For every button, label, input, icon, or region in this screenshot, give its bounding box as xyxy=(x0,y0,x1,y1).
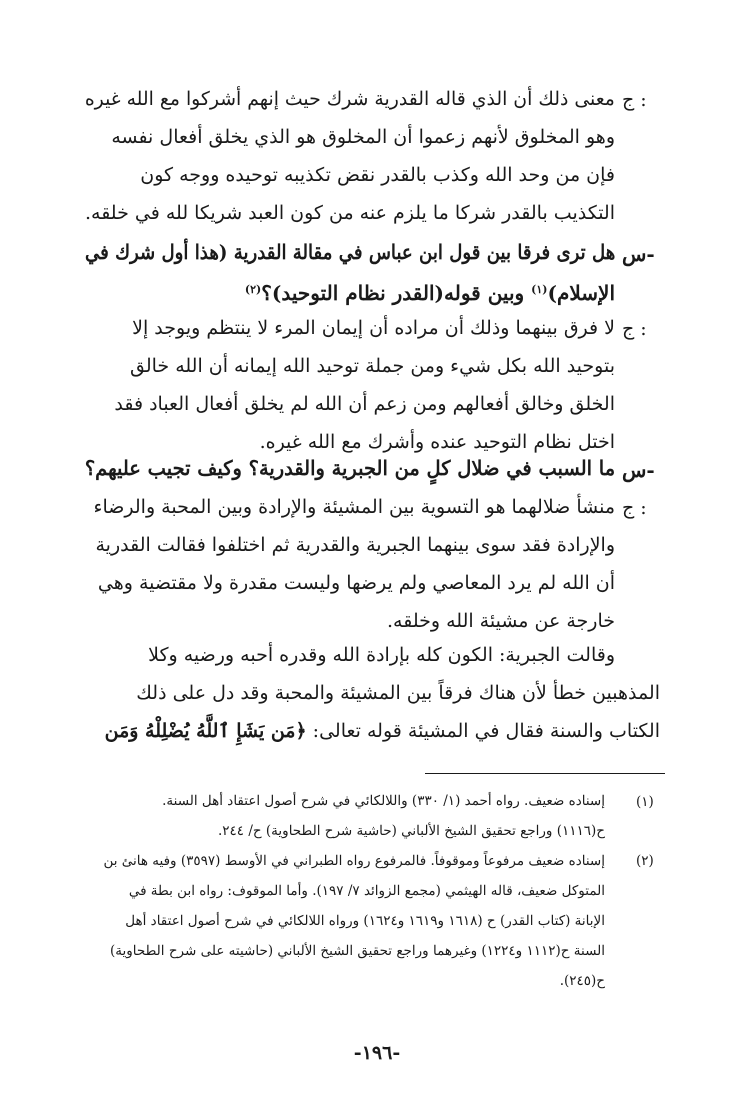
footnote-ref: (٢) xyxy=(244,283,262,296)
text-line: التكذيب بالقدر شركا ما يلزم عنه من كون العبد شريكا لله في خلقه. xyxy=(84,202,615,224)
question-line: هل ترى فرقا بين قول ابن عباس في مقالة القدرية (هذا أول شرك في xyxy=(84,240,615,264)
footnote-divider xyxy=(425,773,665,774)
question-text: وبين قوله(القدر نظام التوحيد)؟ xyxy=(261,281,532,305)
quran-verse: ﴿مَن يَشَإِ ٱللَّهُ يُضْلِلْهُ وَمَن xyxy=(104,720,307,742)
footnote-line: إسناده ضعيف مرفوعاً وموقوفاً. فالمرفوع رواه الطبراني في الأوسط (٣٥٩٧) وفيه هانئ بن xyxy=(103,853,605,869)
text-line: اختل نظام التوحيد عنده وأشرك مع الله غيره. xyxy=(259,431,615,453)
footnote-line: الإبانة (كتاب القدر) ح (١٦١٨ و١٦١٩ و١٦٢٤) ورواه اللالكائي في شرح أصول اعتقاد أهل xyxy=(125,913,605,929)
text-line: معنى ذلك أن الذي قاله القدرية شرك حيث إنهم أشركوا مع الله غيره xyxy=(84,88,615,110)
text-line: وهو المخلوق لأنهم زعموا أن المخلوق هو الذي يخلق أفعال نفسه xyxy=(111,126,615,148)
text-line xyxy=(105,712,660,750)
question-line: ما السبب في ضلال كلٍ من الجبرية والقدرية؟ وكيف تجيب عليهم؟ xyxy=(84,456,615,480)
text-line: لا فرق بينهما وذلك أن مراده أن إيمان المرء لا ينتظم ويوجد إلا xyxy=(132,317,615,339)
question-line xyxy=(245,271,615,312)
footnote-ref: (١) xyxy=(531,283,548,296)
answer-marker: ج : xyxy=(622,497,647,519)
footnote-1 xyxy=(85,786,605,846)
answer-marker: ج : xyxy=(622,89,647,111)
text-line: وقالت الجبرية: الكون كله بإرادة الله وقدره أحبه ورضيه وكلا xyxy=(148,644,615,666)
text-line: والإرادة فقد سوى بينهما الجبرية والقدرية ثم اختلفوا فقالت القدرية xyxy=(95,534,615,556)
footnote-line: ح(١١١٦) وراجع تحقيق الشيخ الألباني (حاشية شرح الطحاوية) ح/ ٢٤٤. xyxy=(218,823,605,839)
question-marker: س- xyxy=(622,242,655,266)
text-line: المذهبين خطأ لأن هناك فرقاً بين المشيئة والمحبة وقد دل على ذلك xyxy=(136,682,660,704)
text-line: أن الله لم يرد المعاصي ولم يرضها وليست مقدرة ولا مقتضية وهي xyxy=(97,572,615,594)
question-2 xyxy=(85,233,615,309)
page-number: -١٩٦- xyxy=(353,1042,401,1064)
question-marker: س- xyxy=(622,458,655,482)
text-segment: الكتاب والسنة فقال في المشيئة قوله تعالى: xyxy=(306,720,660,742)
answer-marker: ج : xyxy=(622,318,647,340)
text-line: خارجة عن مشيئة الله وخلقه. xyxy=(387,610,615,632)
paragraph xyxy=(85,636,660,750)
text-line: فإن من وحد الله وكذب بالقدر نقض تكذيبه توحيده ووجه كون xyxy=(140,164,615,186)
footnote-line: إسناده ضعيف. رواه أحمد (١/ ٣٣٠) واللالكائي في شرح أصول اعتقاد أهل السنة. xyxy=(162,793,605,809)
answer-3 xyxy=(85,488,615,640)
text-line: بتوحيد الله بكل شيء ومن جملة توحيد الله إيمانه أن الله خالق xyxy=(129,355,615,377)
footnote-2 xyxy=(85,846,605,996)
answer-2 xyxy=(85,309,615,461)
question-text: الإسلام) xyxy=(547,281,615,305)
question-3 xyxy=(85,449,615,487)
text-line: منشأ ضلالهما هو التسوية بين المشيئة والإرادة وبين المحبة والرضاء xyxy=(93,496,615,518)
text-line: الخلق وخالق أفعالهم ومن زعم أن الله لم يخلق أفعال العباد فقد xyxy=(114,393,615,415)
answer-1 xyxy=(85,80,615,232)
footnote-line: السنة ح(١١١٢ و١٢٢٤) وغيرهما وراجع تحقيق الشيخ الألباني (حاشيته على شرح الطحاوية) xyxy=(110,943,605,959)
footnote-line: المتوكل ضعيف، قاله الهيثمي (مجمع الزوائد ٧/ ١٩٧). وأما الموقوف: رواه ابن بطة في xyxy=(128,883,605,899)
footnote-number: (١) xyxy=(636,794,654,810)
footnote-number: (٢) xyxy=(636,853,654,869)
footnote-line: ح(٢٤٥). xyxy=(559,973,605,989)
